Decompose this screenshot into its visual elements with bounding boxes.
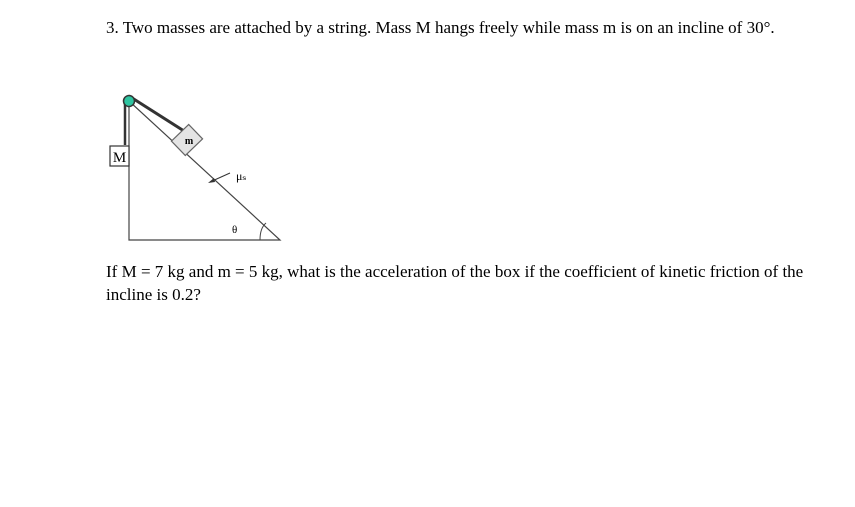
friction-arrowhead-icon	[208, 178, 215, 183]
friction-label: μₛ	[236, 169, 247, 183]
pulley-icon	[124, 96, 135, 107]
problem-statement: 3. Two masses are attached by a string. Mass M hangs freely while mass m is on an incline of 30°.	[106, 18, 775, 37]
incline-pulley-diagram	[100, 88, 300, 248]
incline-triangle	[129, 101, 280, 240]
hanging-mass-label: M	[112, 150, 127, 166]
incline-mass-label: m	[184, 136, 194, 147]
angle-label: θ	[232, 224, 238, 236]
question-text: If M = 7 kg and m = 5 kg, what is the acceleration of the box if the coefficient of kinetic friction of the incline is 0.2?	[106, 262, 804, 304]
